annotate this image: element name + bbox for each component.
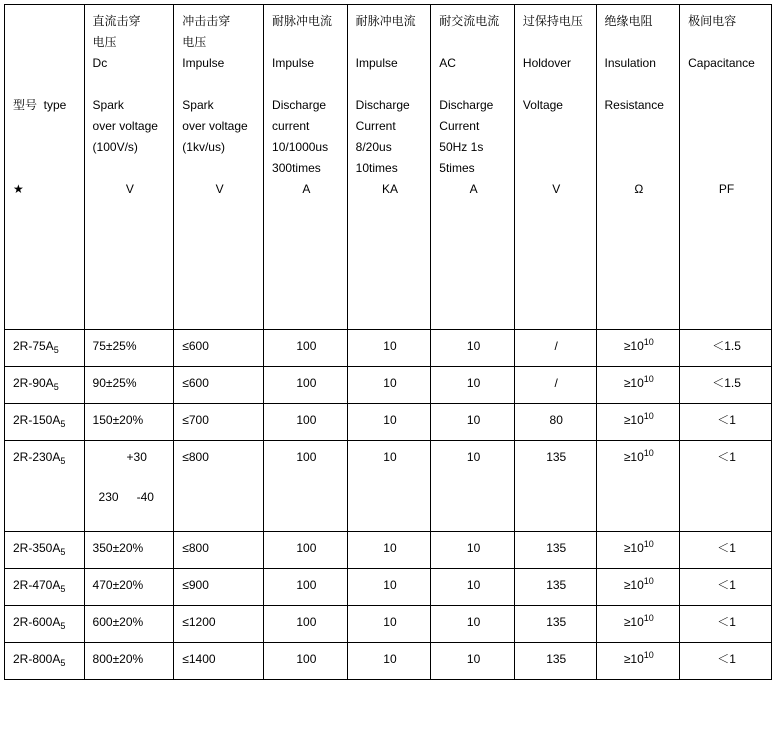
cell-holdover-voltage: / (514, 367, 596, 404)
cell-impulse-discharge-current-10-1000: 100 (264, 367, 348, 404)
header-line: Discharge (272, 98, 327, 112)
header-unit-impulse_discharge_current_10_1000: A (302, 182, 311, 196)
cell-dc-spark: 350±20% (84, 532, 174, 569)
cell-ac-discharge-current: 10 (431, 404, 515, 441)
cell-impulse-spark: ≤1400 (174, 643, 264, 680)
cell-impulse-discharge-current-10-1000: 100 (264, 330, 348, 367)
type-subscript: 5 (53, 345, 59, 355)
insulation-resistance-value: ≥10 (623, 652, 644, 666)
header-spacer (688, 95, 765, 116)
cell-impulse-spark: ≤700 (174, 404, 264, 441)
header-line: current (272, 119, 310, 133)
insulation-resistance-exponent: 10 (643, 448, 654, 458)
cell-ac-discharge-current: 10 (431, 643, 515, 680)
header-line: 耐交流电流 (439, 14, 500, 28)
cell-type (5, 643, 85, 680)
table-row (5, 441, 772, 532)
cell-ac-discharge-current: 10 (431, 569, 515, 606)
header-spacer (523, 116, 590, 137)
header-spacer (605, 116, 674, 137)
header-line (356, 74, 425, 95)
header-line: 直流击穿 (92, 14, 141, 28)
cell-insulation-resistance (596, 330, 680, 367)
cell-impulse-spark: ≤600 (174, 367, 264, 404)
cell-impulse-discharge-current-10-1000: 100 (264, 441, 348, 532)
header-line: 300times (272, 161, 321, 175)
type-subscript: 5 (60, 584, 66, 594)
table-row (5, 643, 772, 680)
cell-impulse-discharge-current-10-1000: 100 (264, 404, 348, 441)
header-line: Discharge (355, 98, 410, 112)
header-line: Impulse (182, 56, 225, 70)
type-value: 2R-800A (13, 652, 61, 666)
header-line: 10times (355, 161, 398, 175)
type-value: 2R-150A (13, 413, 61, 427)
header-line (272, 32, 341, 53)
cell-holdover-voltage: 135 (514, 569, 596, 606)
cell-impulse-discharge-current-8-20: 10 (347, 441, 431, 532)
header-unit-holdover_voltage: V (552, 182, 561, 196)
header-line: 冲击击穿 (182, 14, 231, 28)
header-line: (1kv/us) (182, 140, 225, 154)
column-header-lines (688, 11, 765, 200)
table-row (5, 569, 772, 606)
column-header-ac_discharge_current (431, 5, 515, 330)
cell-holdover-voltage: / (514, 330, 596, 367)
cell-impulse-discharge-current-8-20: 10 (347, 532, 431, 569)
table-row (5, 606, 772, 643)
header-line (523, 74, 590, 95)
cell-type (5, 532, 85, 569)
cell-capacitance: ＜1 (680, 606, 772, 643)
type-value: 2R-90A (13, 376, 54, 390)
cell-holdover-voltage: 135 (514, 606, 596, 643)
header-line: 电压 (182, 35, 207, 49)
insulation-resistance-exponent: 10 (643, 576, 654, 586)
cell-impulse-discharge-current-8-20: 10 (347, 606, 431, 643)
column-header-insulation_resistance (596, 5, 680, 330)
header-line: 绝缘电阻 (604, 14, 653, 28)
table-row (5, 532, 772, 569)
column-header-lines (13, 95, 78, 200)
type-value: 2R-75A (13, 339, 54, 353)
header-spacer (688, 137, 765, 158)
cell-ac-discharge-current: 10 (431, 330, 515, 367)
type-subscript: 5 (60, 621, 66, 631)
table-row (5, 330, 772, 367)
cell-ac-discharge-current: 10 (431, 532, 515, 569)
cell-ac-discharge-current: 10 (431, 441, 515, 532)
column-header-type (5, 5, 85, 330)
cell-impulse-spark: ≤800 (174, 441, 264, 532)
cell-dc-spark: 800±20% (84, 643, 174, 680)
header-line: (100V/s) (92, 140, 138, 154)
header-line: over voltage (182, 119, 248, 133)
header-line: 8/20us (355, 140, 392, 154)
cell-insulation-resistance (596, 367, 680, 404)
header-line: Dc (92, 56, 108, 70)
type-subscript: 5 (60, 547, 66, 557)
dc-spark-tolerance-upper: +30 (126, 450, 147, 464)
header-line: Impulse (272, 56, 315, 70)
header-spacer (605, 158, 674, 179)
type-value: 2R-470A (13, 578, 61, 592)
cell-holdover-voltage: 135 (514, 532, 596, 569)
cell-impulse-spark: ≤900 (174, 569, 264, 606)
cell-impulse-discharge-current-8-20: 10 (347, 367, 431, 404)
cell-dc-spark: 90±25% (84, 367, 174, 404)
cell-type (5, 606, 85, 643)
cell-dc-spark: 470±20% (84, 569, 174, 606)
column-header-lines (182, 11, 257, 200)
cell-capacitance: ＜1.5 (680, 367, 772, 404)
cell-impulse-spark: ≤600 (174, 330, 264, 367)
cell-type (5, 441, 85, 532)
header-line: Voltage (522, 98, 563, 112)
header-line: Discharge (439, 98, 494, 112)
cell-insulation-resistance (596, 643, 680, 680)
header-line: Spark (92, 98, 124, 112)
cell-capacitance: ＜1 (680, 643, 772, 680)
table-header-row (5, 5, 772, 330)
header-line: Current (439, 119, 480, 133)
cell-insulation-resistance (596, 569, 680, 606)
column-header-capacitance (680, 5, 772, 330)
header-line: 过保持电压 (522, 14, 583, 28)
column-header-holdover_voltage (514, 5, 596, 330)
table-row (5, 367, 772, 404)
cell-ac-discharge-current: 10 (431, 606, 515, 643)
header-unit-capacitance: PF (718, 182, 735, 196)
header-line: Spark (182, 98, 214, 112)
header-line: 极间电容 (688, 14, 737, 28)
cell-holdover-voltage: 80 (514, 404, 596, 441)
type-subscript: 5 (60, 419, 66, 429)
cell-impulse-discharge-current-8-20: 10 (347, 643, 431, 680)
header-line: Current (355, 119, 396, 133)
column-header-dc_spark (84, 5, 174, 330)
header-line (182, 74, 257, 95)
type-subscript: 5 (60, 456, 66, 466)
column-header-lines (605, 11, 674, 200)
column-header-impulse_discharge_current_8_20 (347, 5, 431, 330)
header-spacer (688, 116, 765, 137)
header-line: 耐脉冲电流 (355, 14, 416, 28)
header-spacer (688, 74, 765, 95)
column-header-lines (272, 11, 341, 200)
cell-dc-spark (84, 441, 174, 532)
cell-impulse-discharge-current-10-1000: 100 (264, 569, 348, 606)
cell-impulse-discharge-current-8-20: 10 (347, 330, 431, 367)
cell-impulse-discharge-current-10-1000: 100 (264, 532, 348, 569)
header-line (688, 32, 765, 53)
insulation-resistance-exponent: 10 (643, 539, 654, 549)
header-line: Holdover (522, 56, 571, 70)
type-value: 2R-230A (13, 450, 61, 464)
cell-dc-spark: 150±20% (84, 404, 174, 441)
insulation-resistance-value: ≥10 (623, 376, 644, 390)
specification-table (4, 4, 772, 680)
insulation-resistance-exponent: 10 (643, 374, 654, 384)
cell-insulation-resistance (596, 441, 680, 532)
type-subscript: 5 (53, 382, 59, 392)
header-line (605, 74, 674, 95)
header-line: Impulse (355, 56, 398, 70)
header-line: Capacitance (688, 56, 755, 70)
column-header-lines (356, 11, 425, 200)
insulation-resistance-exponent: 10 (643, 613, 654, 623)
header-spacer (605, 137, 674, 158)
cell-capacitance: ＜1 (680, 569, 772, 606)
header-line: over voltage (92, 119, 158, 133)
header-unit-insulation_resistance: Ω (634, 182, 644, 196)
header-unit-ac_discharge_current: A (469, 182, 478, 196)
cell-impulse-discharge-current-8-20: 10 (347, 404, 431, 441)
cell-capacitance: ＜1.5 (680, 330, 772, 367)
cell-capacitance: ＜1 (680, 532, 772, 569)
column-header-lines (93, 11, 168, 200)
type-value: 2R-600A (13, 615, 61, 629)
insulation-resistance-value: ≥10 (623, 578, 644, 592)
type-value: 2R-350A (13, 541, 61, 555)
insulation-resistance-exponent: 10 (643, 650, 654, 660)
cell-insulation-resistance (596, 532, 680, 569)
column-header-lines (439, 11, 508, 200)
cell-type (5, 569, 85, 606)
header-line (272, 74, 341, 95)
cell-type (5, 404, 85, 441)
header-line (439, 32, 508, 53)
insulation-resistance-value: ≥10 (623, 339, 644, 353)
cell-dc-spark: 600±20% (84, 606, 174, 643)
cell-holdover-voltage: 135 (514, 643, 596, 680)
cell-insulation-resistance (596, 606, 680, 643)
insulation-resistance-exponent: 10 (643, 337, 654, 347)
cell-insulation-resistance (596, 404, 680, 441)
cell-capacitance: ＜1 (680, 441, 772, 532)
cell-type (5, 330, 85, 367)
header-line: 10/1000us (272, 140, 329, 154)
header-spacer (523, 158, 590, 179)
cell-impulse-discharge-current-10-1000: 100 (264, 606, 348, 643)
star-icon: ★ (13, 182, 24, 196)
column-header-impulse_discharge_current_10_1000 (264, 5, 348, 330)
header-line: 耐脉冲电流 (272, 14, 333, 28)
insulation-resistance-exponent: 10 (643, 411, 654, 421)
cell-ac-discharge-current: 10 (431, 367, 515, 404)
cell-holdover-voltage: 135 (514, 441, 596, 532)
header-line: Resistance (604, 98, 664, 112)
cell-impulse-discharge-current-8-20: 10 (347, 569, 431, 606)
dc-spark-value-and-lower: 230 -40 (98, 490, 154, 504)
cell-impulse-spark: ≤1200 (174, 606, 264, 643)
header-line: 5times (439, 161, 475, 175)
header-unit-impulse_spark: V (215, 182, 224, 196)
header-spacer (182, 158, 257, 179)
insulation-resistance-value: ≥10 (623, 615, 644, 629)
header-unit-impulse_discharge_current_8_20: KA (381, 182, 398, 196)
header-line: 电压 (92, 35, 117, 49)
insulation-resistance-value: ≥10 (623, 450, 644, 464)
header-line (356, 32, 425, 53)
header-type-label: 型号 type (13, 98, 67, 112)
header-line: 50Hz 1s (439, 140, 484, 154)
insulation-resistance-value: ≥10 (623, 413, 644, 427)
type-subscript: 5 (60, 658, 66, 668)
header-line: Insulation (604, 56, 656, 70)
header-line (93, 74, 168, 95)
header-spacer (523, 137, 590, 158)
header-spacer (93, 158, 168, 179)
header-line (523, 32, 590, 53)
header-spacer (688, 158, 765, 179)
table-row (5, 404, 772, 441)
column-header-impulse_spark (174, 5, 264, 330)
column-header-lines (523, 11, 590, 200)
header-unit-dc_spark: V (125, 182, 134, 196)
insulation-resistance-value: ≥10 (623, 541, 644, 555)
cell-type (5, 367, 85, 404)
cell-dc-spark: 75±25% (84, 330, 174, 367)
cell-capacitance: ＜1 (680, 404, 772, 441)
header-line: AC (439, 56, 456, 70)
header-line (439, 74, 508, 95)
cell-impulse-discharge-current-10-1000: 100 (264, 643, 348, 680)
header-line (605, 32, 674, 53)
cell-impulse-spark: ≤800 (174, 532, 264, 569)
